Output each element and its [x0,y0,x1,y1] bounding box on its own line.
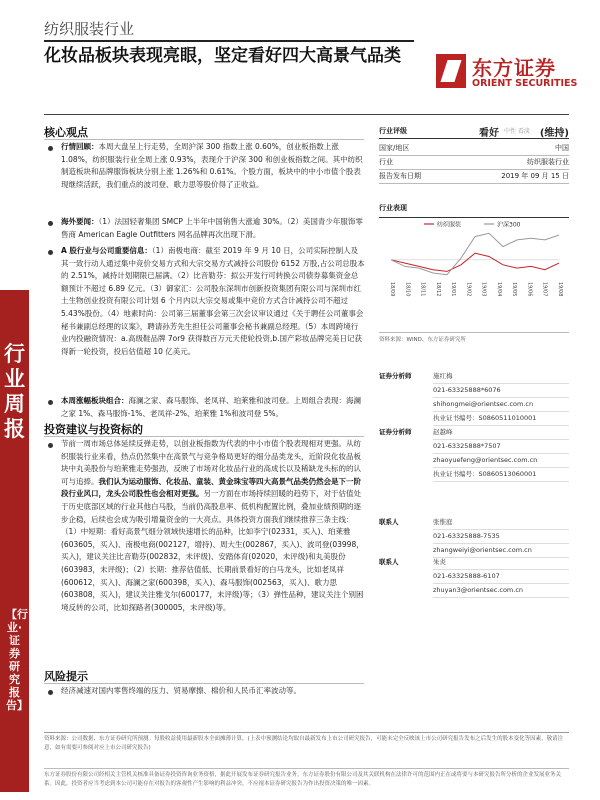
analyst-block [379,370,569,426]
contact-phone: 021-63325888-7535 [433,530,569,544]
x-tick-label: 18/09 [389,282,395,297]
contact-role: 联系人 [379,558,399,566]
analyst-role: 证券分析师 [379,372,412,380]
x-tick-label: 19/01 [450,282,457,297]
footnote: 资料来源：公司数据、东方证券研究所预测。每股收益使用最新股本全面摊薄计算，(上表中预测结论均取自最新发布上市公司研究报告，可能未完全反映该上市公司研究报告发布之后发生的股本变化等因素，敬请注意，如有需要可参阅对应上市公司研究报告) [44,736,564,751]
x-tick-label: 19/03 [480,282,487,297]
sidebar-report-type [0,290,29,792]
rating-status: (维持) [539,128,569,139]
bullet-icon [48,250,53,255]
x-tick-label: 19/08 [557,282,563,297]
bullet-icon [48,221,53,226]
core-item-overseas: 海外要闻：（1）法国轻奢集团 SMCP 上半年中国销售大涨逾 30%。（2）美国青少年服饰零售商 American Eagle Outfitters 网名品牌再次出现下滑。 [61,217,363,239]
x-tick-label: 19/02 [465,282,472,297]
contact-email[interactable]: zhangweiyi@orientsec.com.cn [433,544,569,558]
report-type-label: 行业周报 [4,342,25,441]
rating-value: 看好 [479,128,499,139]
x-tick-label: 19/05 [511,282,518,297]
header-rule [44,40,414,42]
report-category-label: 【行业·证券研究报告】 [6,608,28,712]
x-tick-label: 18/12 [434,282,441,297]
info-key: 报告发布日期 [379,172,421,180]
bullet-icon [48,400,53,405]
chart-source: 资料来源：WIND、东方证券研究所 [379,332,569,343]
footnote-divider [44,732,569,733]
rating-scale: 中性 看淡 [504,128,530,135]
rating-info-row [379,141,569,156]
x-tick-label: 19/06 [526,282,533,297]
x-tick-label: 19/04 [495,282,502,297]
analyst-phone: 021-63325888*6076 [433,384,569,398]
invest-paragraph: 节前一周市场总体延续反弹走势，以创业板指数为代表的中小市值个股表现相对更强。从纺织服装行业来看，热点仍然集中在高景气与竞争格局更好的细分品类龙头，近阶段化妆品板块中丸美股份与珀莱雅走势强劲，反映了市场对化妆品行业的高成长以及稀缺龙头标的的认可与追捧。我们认为运动服饰、化妆品、童装、黄金珠宝等四大高景气品类仍然会是下一阶段行业风口，龙头公司股性也会相对更强。另一方面在市场持续回暖的趋势下，对于估值处于历史底部区域的行业其他白马股，当前仍高股息率、低机构配置比例，叠加业绩预期的逐步企稳，后续也会成为吸引增量资金的一大亮点。具体投资方面我们继续推荐三条主线：（1）中短期：看好高景气细分领域快速增长的品种，比如李宁(02331，买入)、珀莱雅(603605，买入)、南极电商(002127，增持)、周大生(002867，买入)、波司登(03998，买入)，建议关注比音勒芬(002832，未评级)、安踏体育(02020，未评级)和丸美股份(603983，未评级)；（2）长期：推荐估值低、长期前景看好的白马龙头，比如老凤祥(600612，买入)、海澜之家(600398，买入)、森马服饰(002563，买入)、歌力思(603808，买入)，建议关注雅戈尔(600177，未评级)等；（3）弹性品种，建议关注个别困境反转的公司，比如探路者(300005，未评级)等。 [61,439,364,612]
rating-row [379,124,569,139]
logo-name-cn: 东方证券 [472,56,556,80]
info-key: 行业 [379,158,393,166]
contact-block [379,556,569,600]
legend-label: 沪深300 [497,221,521,229]
core-item-portfolio: 本周涨幅板块组合：海澜之家、森马服饰、老凤祥、珀莱雅和波司登。上周组合表现：海澜之家 1%、森马服饰-1%、老凤祥-2%、珀莱雅 1%和波司登 5%。 [61,396,361,418]
contact-name: 张惟庭 [433,516,569,530]
core-item-company-news: A 股行业与公司重要信息：（1）南极电商：截至 2019 年 9 月 10 日，公司实际控制人及其一致行动人通过集中竞价交易方式和大宗交易方式减持公司股份 6152 万股,占公司总股本的 2.51%，减持计划期限已届满。（2）比音勒芬：拟公开发行可转换公司债券募集资金总额预计不超过 6.89 亿元。（3）御家汇：公司股东深圳市创新投资集团有限公司与深圳市红土生物创业投资有限公司计划 6 个月内以大宗交易或集中竞价方式合计减持公司不超过 5.43%股份。（4）地素时尚：公司第三届董事会第三次会议审议通过《关于聘任公司董事会秘书兼副总经理的议案》，聘请孙芳先生担任公司董事会秘书兼副总经理。（5）本周跨境行业内投融资情况：a.高级鞋品牌 7or9 获得数百万元天使轮投资,b.国产彩妆品牌完美日记获得新一轮投资，投后估值超 10 亿美元。 [61,246,365,356]
analyst-license: 执业证书编号：S0860511010001 [433,412,569,426]
info-key: 国家/地区 [379,144,410,152]
contact-block [379,516,569,560]
contact-email[interactable]: zhuyan3@orientsec.com.cn [433,584,569,598]
info-value: 2019 年 09 月 15 日 [501,172,569,180]
core-item-market: 行情回顾：本周大盘呈上行走势，全周沪深 300 指数上涨 0.60%，创业板指数上涨 1.08%，纺织服装行业全周上涨 0.93%，表现介于沪深 300 和创业板指数之间。其中纺织制造板块和品牌服饰板块分别上涨 1.26%和 0.61%。个股方面，板块中的中小市值个股表现继续活跃，我们重点的波司登、歌力思等股价得了正收益。 [61,142,363,189]
series-line [391,253,559,271]
rating-info-row [379,155,569,170]
rating-info-row [379,169,569,184]
risk-divider [44,683,364,684]
disclaimer: 东方证券股份有限公司经相关主管机关核准具备证券投资咨询业务资格，据此开展发布证券研究报告业务。东方证券股份有限公司及其关联机构在法律许可的范围内正在或将要与本研究报告所分析的企业发展业务关系。因此，投资者应当考虑到本公司可能存在对报告的客观性产生影响的利益冲突，不应视本证券研究报告为作出投资决策的唯一因素。 [44,768,569,789]
analyst-role: 证券分析师 [379,428,412,436]
bullet-icon [48,146,53,151]
core-heading: 核心观点 [44,126,88,139]
bullet-icon [48,690,53,695]
title-divider [44,114,569,115]
logo-mark-icon [436,54,466,88]
company-logo [436,52,578,98]
info-value: 纺织服装行业 [527,158,569,166]
industry-performance-chart [379,220,569,320]
contact-role: 联系人 [379,518,399,526]
x-tick-label: 19/07 [541,282,548,297]
bullet-icon [48,443,53,448]
analyst-block [379,426,569,482]
x-tick-label: 18/11 [419,282,426,297]
core-divider [44,139,364,140]
analyst-phone: 021-63325888*7507 [433,440,569,454]
logo-name-en: ORIENT SECURITIES [472,78,578,89]
x-tick-label: 18/10 [404,282,411,297]
report-title: 化妆品板块表现亮眼，坚定看好四大高景气品类 [44,46,401,66]
analyst-name: 施红梅 [433,370,569,384]
industry-label: 纺织服装行业 [44,20,135,38]
legend-label: 纺织服装 [437,221,462,229]
contact-name: 朱炎 [433,556,569,570]
invest-heading: 投资建议与投资标的 [44,423,143,436]
analyst-license: 执业证书编号：S0860513060001 [433,468,569,482]
risk-heading: 风险提示 [44,670,88,683]
risk-text: 经济减速对国内零售终端的压力、贸易摩擦、棉价和人民币汇率波动等。 [61,686,301,695]
analyst-email[interactable]: zhaoyuefeng@orientsec.com.cn [433,454,569,468]
chart-title: 行业表现 [379,203,569,218]
analyst-name: 赵越峰 [433,426,569,440]
invest-divider [44,436,364,437]
series-line [391,233,559,274]
info-value: 中国 [555,144,569,152]
contact-phone: 021-63325888-6107 [433,570,569,584]
rating-label: 行业评级 [379,127,407,135]
analyst-email[interactable]: shihongmei@orientsec.com.cn [433,398,569,412]
